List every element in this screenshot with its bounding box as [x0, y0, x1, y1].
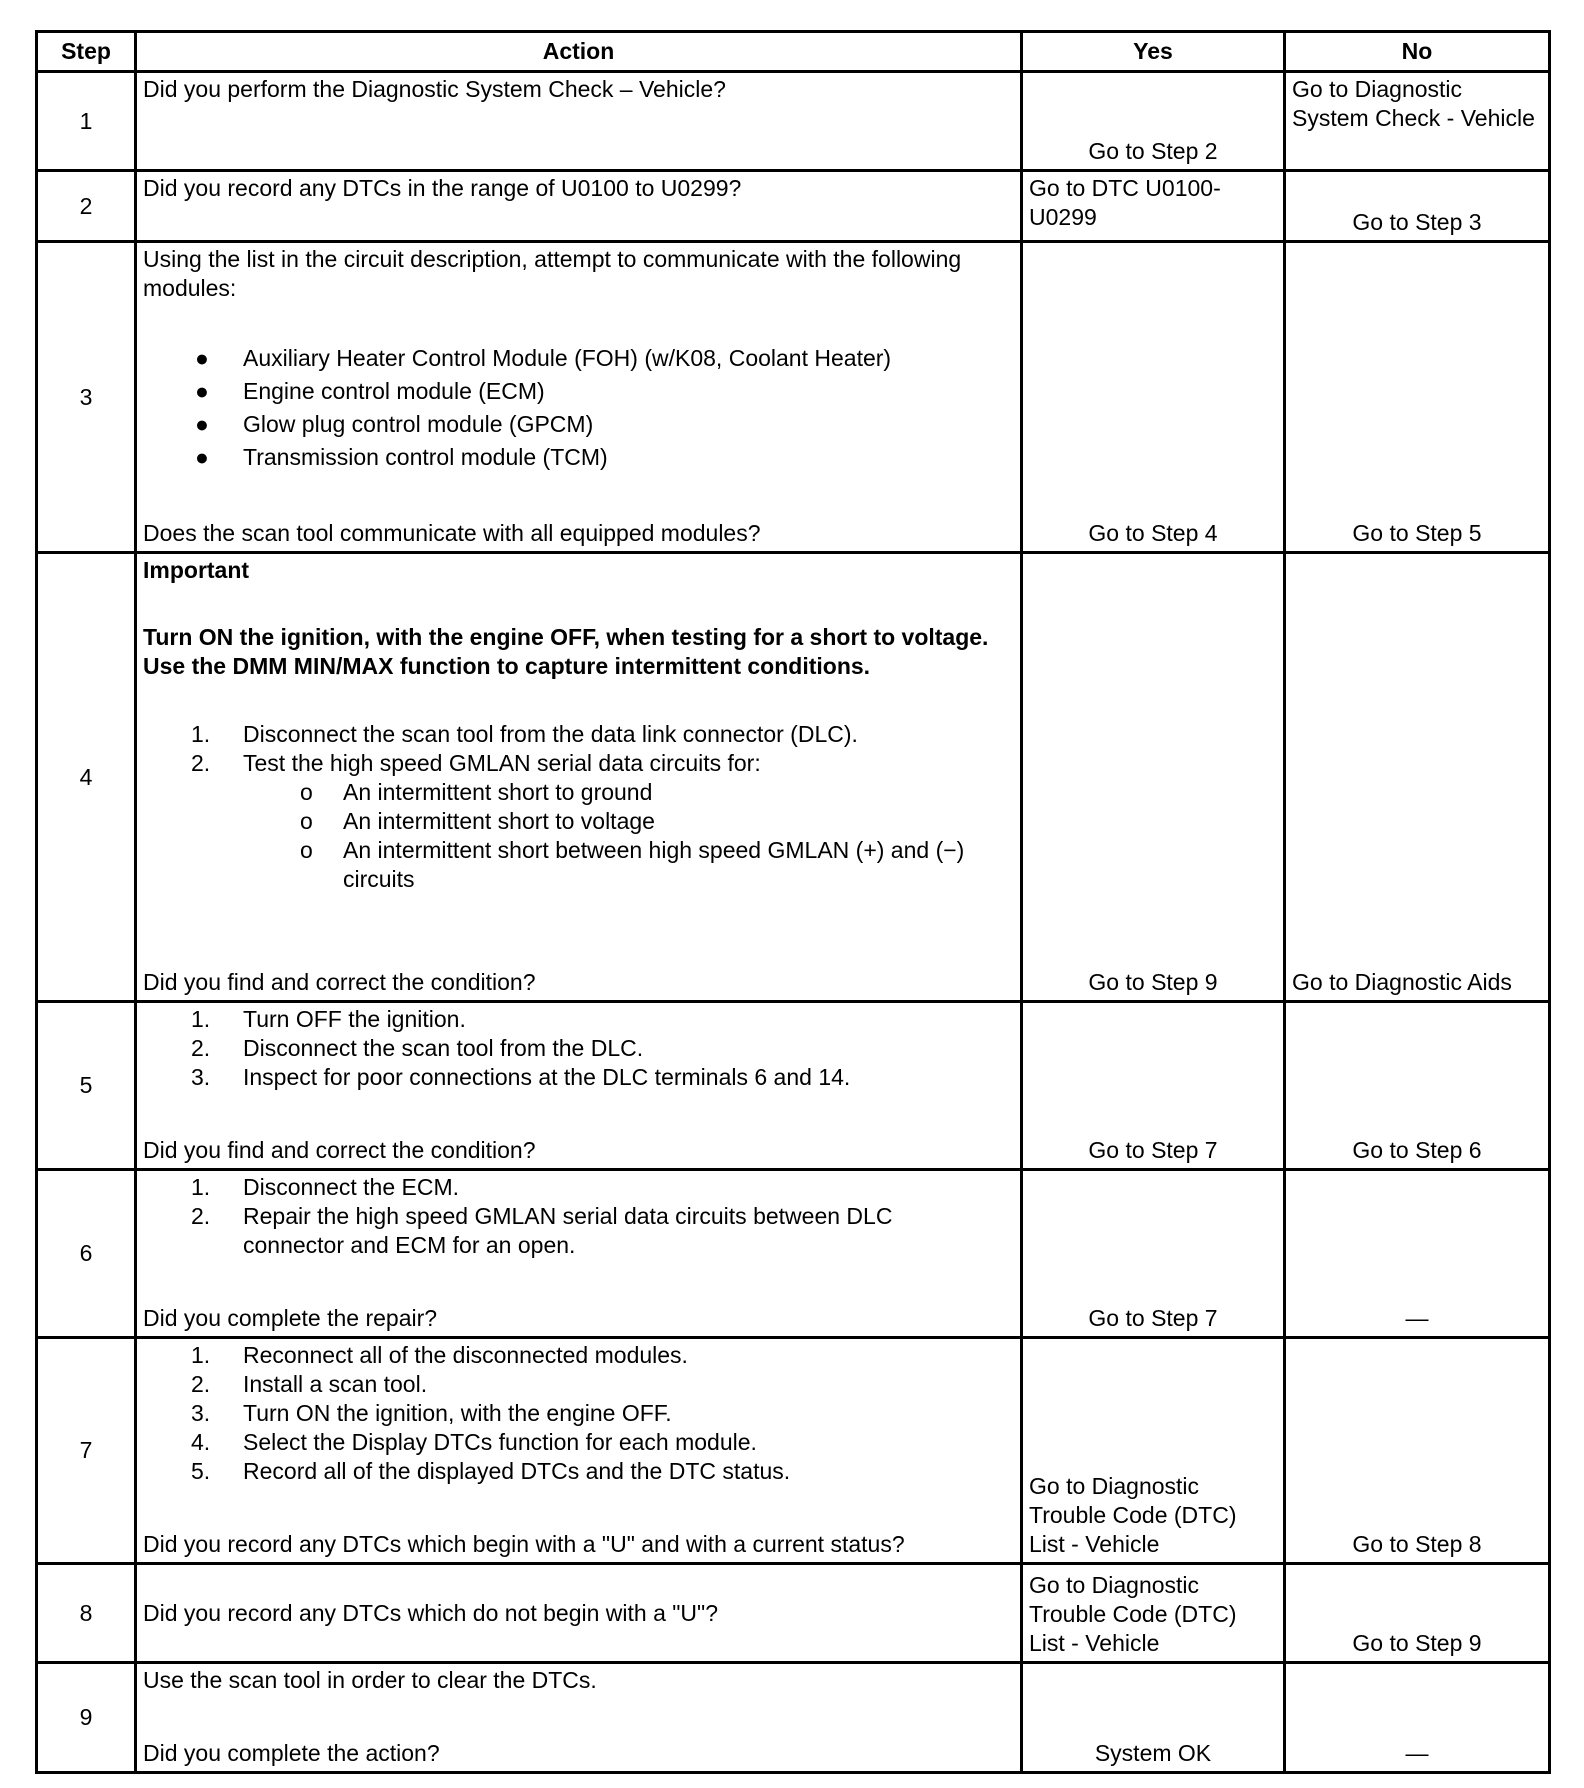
sub-item: o An intermittent short to voltage	[300, 808, 655, 834]
action-question: Did you complete the action?	[143, 1740, 440, 1766]
important-title: Important	[143, 557, 250, 583]
yes-cell	[1022, 1170, 1285, 1338]
sub-item: o An intermittent short between high speed GMLAN (+) and (−) circuits	[300, 837, 965, 892]
header-action: Action	[136, 32, 1022, 72]
numbered-item: 3. Turn ON the ignition, with the engine OFF.	[191, 1400, 672, 1426]
bullet-icon: ●	[195, 411, 209, 437]
step-number: 6	[37, 1170, 136, 1338]
action-cell	[136, 171, 1022, 242]
numbered-item: 3. Inspect for poor connections at the DLC terminals 6 and 14.	[191, 1064, 851, 1090]
action-question: Did you record any DTCs which do not begin with a "U"?	[143, 1599, 718, 1626]
no-result: Go to Step 3	[1352, 209, 1482, 235]
yes-result: Go to Step 7	[1088, 1305, 1218, 1331]
bullet-item: ● Glow plug control module (GPCM)	[143, 408, 1014, 441]
no-result: —	[1405, 1305, 1429, 1331]
action-question: Did you record any DTCs in the range of U0100 to U0299?	[143, 175, 742, 201]
header-yes: Yes	[1022, 32, 1285, 72]
action-question: Did you find and correct the condition?	[143, 969, 536, 995]
step-number: 1	[37, 72, 136, 171]
step-number: 4	[37, 553, 136, 1002]
yes-result: Go to Diagnostic Trouble Code (DTC) List - Vehicle	[1029, 1473, 1237, 1557]
no-result: —	[1405, 1740, 1429, 1766]
table-row	[37, 1170, 1550, 1338]
action-question: Did you perform the Diagnostic System Check – Vehicle?	[143, 76, 726, 102]
bullet-item: ● Transmission control module (TCM)	[143, 441, 1014, 474]
yes-cell	[1022, 171, 1285, 242]
no-cell	[1285, 1663, 1550, 1773]
numbered-item: 1. Disconnect the scan tool from the data link connector (DLC).	[191, 721, 858, 747]
table-row	[37, 1564, 1550, 1663]
numbered-item: 2. Test the high speed GMLAN serial data circuits for:	[191, 750, 761, 776]
action-cell	[136, 1338, 1022, 1564]
step-number: 3	[37, 242, 136, 553]
yes-cell	[1022, 1002, 1285, 1170]
sub-item: o An intermittent short to ground	[300, 779, 653, 805]
action-cell	[136, 553, 1022, 1002]
yes-result: Go to Step 4	[1088, 520, 1218, 546]
table-row	[37, 72, 1550, 171]
yes-cell	[1022, 72, 1285, 171]
yes-cell	[1022, 1338, 1285, 1564]
no-cell	[1285, 1338, 1550, 1564]
table-row	[37, 1002, 1550, 1170]
diagnostic-table	[35, 30, 1551, 1774]
circle-bullet-icon: o	[300, 808, 313, 834]
step-number: 9	[37, 1663, 136, 1773]
table-row	[37, 171, 1550, 242]
no-cell	[1285, 1564, 1550, 1663]
numbered-item: 2. Disconnect the scan tool from the DLC.	[191, 1035, 644, 1061]
step-number: 7	[37, 1338, 136, 1564]
numbered-item: 1. Turn OFF the ignition.	[191, 1006, 466, 1032]
important-text: Turn ON the ignition, with the engine OFF, when testing for a short to voltage. Use the DMM MIN/MAX function to capture intermittent conditions.	[143, 624, 989, 679]
action-question: Does the scan tool communicate with all equipped modules?	[143, 520, 761, 546]
numbered-item: 2. Repair the high speed GMLAN serial data circuits between DLC connector and ECM for an open.	[191, 1203, 893, 1258]
bullet-icon: ●	[195, 378, 209, 404]
table-row	[37, 1338, 1550, 1564]
no-result: Go to Step 9	[1352, 1630, 1482, 1656]
no-cell	[1285, 242, 1550, 553]
action-question: Did you complete the repair?	[143, 1305, 438, 1331]
no-result: Go to Step 5	[1352, 520, 1482, 546]
step-number: 2	[37, 171, 136, 242]
numbered-item: 4. Select the Display DTCs function for each module.	[191, 1429, 757, 1455]
step-number: 8	[37, 1564, 136, 1663]
header-step: Step	[37, 32, 136, 72]
yes-result: Go to Step 7	[1088, 1137, 1218, 1163]
no-cell	[1285, 1002, 1550, 1170]
yes-cell	[1022, 242, 1285, 553]
numbered-item: 2. Install a scan tool.	[191, 1371, 428, 1397]
numbered-list	[143, 720, 1014, 894]
header-row	[37, 32, 1550, 72]
no-result: Go to Step 8	[1352, 1531, 1482, 1557]
no-cell	[1285, 171, 1550, 242]
numbered-item: 1. Disconnect the ECM.	[191, 1174, 460, 1200]
no-cell	[1285, 72, 1550, 171]
no-result: Go to Diagnostic Aids	[1292, 969, 1512, 995]
table-row	[37, 553, 1550, 1002]
table-row	[37, 242, 1550, 553]
action-intro: Use the scan tool in order to clear the DTCs.	[143, 1667, 597, 1693]
action-cell	[136, 72, 1022, 171]
action-cell	[136, 1002, 1022, 1170]
table-row	[37, 1663, 1550, 1773]
action-intro: Using the list in the circuit description, attempt to communicate with the following modules:	[143, 246, 962, 301]
action-question: Did you find and correct the condition?	[143, 1137, 536, 1163]
bullet-item: ● Engine control module (ECM)	[143, 375, 1014, 408]
step-number: 5	[37, 1002, 136, 1170]
action-cell	[136, 1564, 1022, 1663]
header-no: No	[1285, 32, 1550, 72]
yes-result: Go to Step 9	[1088, 969, 1218, 995]
action-question: Did you record any DTCs which begin with a "U" and with a current status?	[143, 1531, 905, 1557]
yes-result: System OK	[1094, 1740, 1212, 1766]
circle-bullet-icon: o	[300, 837, 313, 863]
action-cell	[136, 1663, 1022, 1773]
yes-cell	[1022, 1663, 1285, 1773]
yes-cell	[1022, 553, 1285, 1002]
no-result: Go to Diagnostic System Check - Vehicle	[1292, 76, 1535, 131]
action-cell	[136, 1170, 1022, 1338]
numbered-item: 5. Record all of the displayed DTCs and the DTC status.	[191, 1458, 791, 1484]
bullet-icon: ●	[195, 345, 209, 371]
yes-result: Go to Diagnostic Trouble Code (DTC) List - Vehicle	[1029, 1572, 1237, 1656]
no-result: Go to Step 6	[1352, 1137, 1482, 1163]
yes-cell	[1022, 1564, 1285, 1663]
bullet-list	[143, 342, 1014, 474]
no-cell	[1285, 553, 1550, 1002]
numbered-item: 1. Reconnect all of the disconnected modules.	[191, 1342, 688, 1368]
bullet-icon: ●	[195, 444, 209, 470]
action-cell	[136, 242, 1022, 553]
yes-result: Go to DTC U0100-U0299	[1029, 175, 1221, 230]
yes-result: Go to Step 2	[1088, 138, 1218, 164]
bullet-item: ● Auxiliary Heater Control Module (FOH) (w/K08, Coolant Heater)	[143, 342, 1014, 375]
circle-bullet-icon: o	[300, 779, 313, 805]
no-cell	[1285, 1170, 1550, 1338]
